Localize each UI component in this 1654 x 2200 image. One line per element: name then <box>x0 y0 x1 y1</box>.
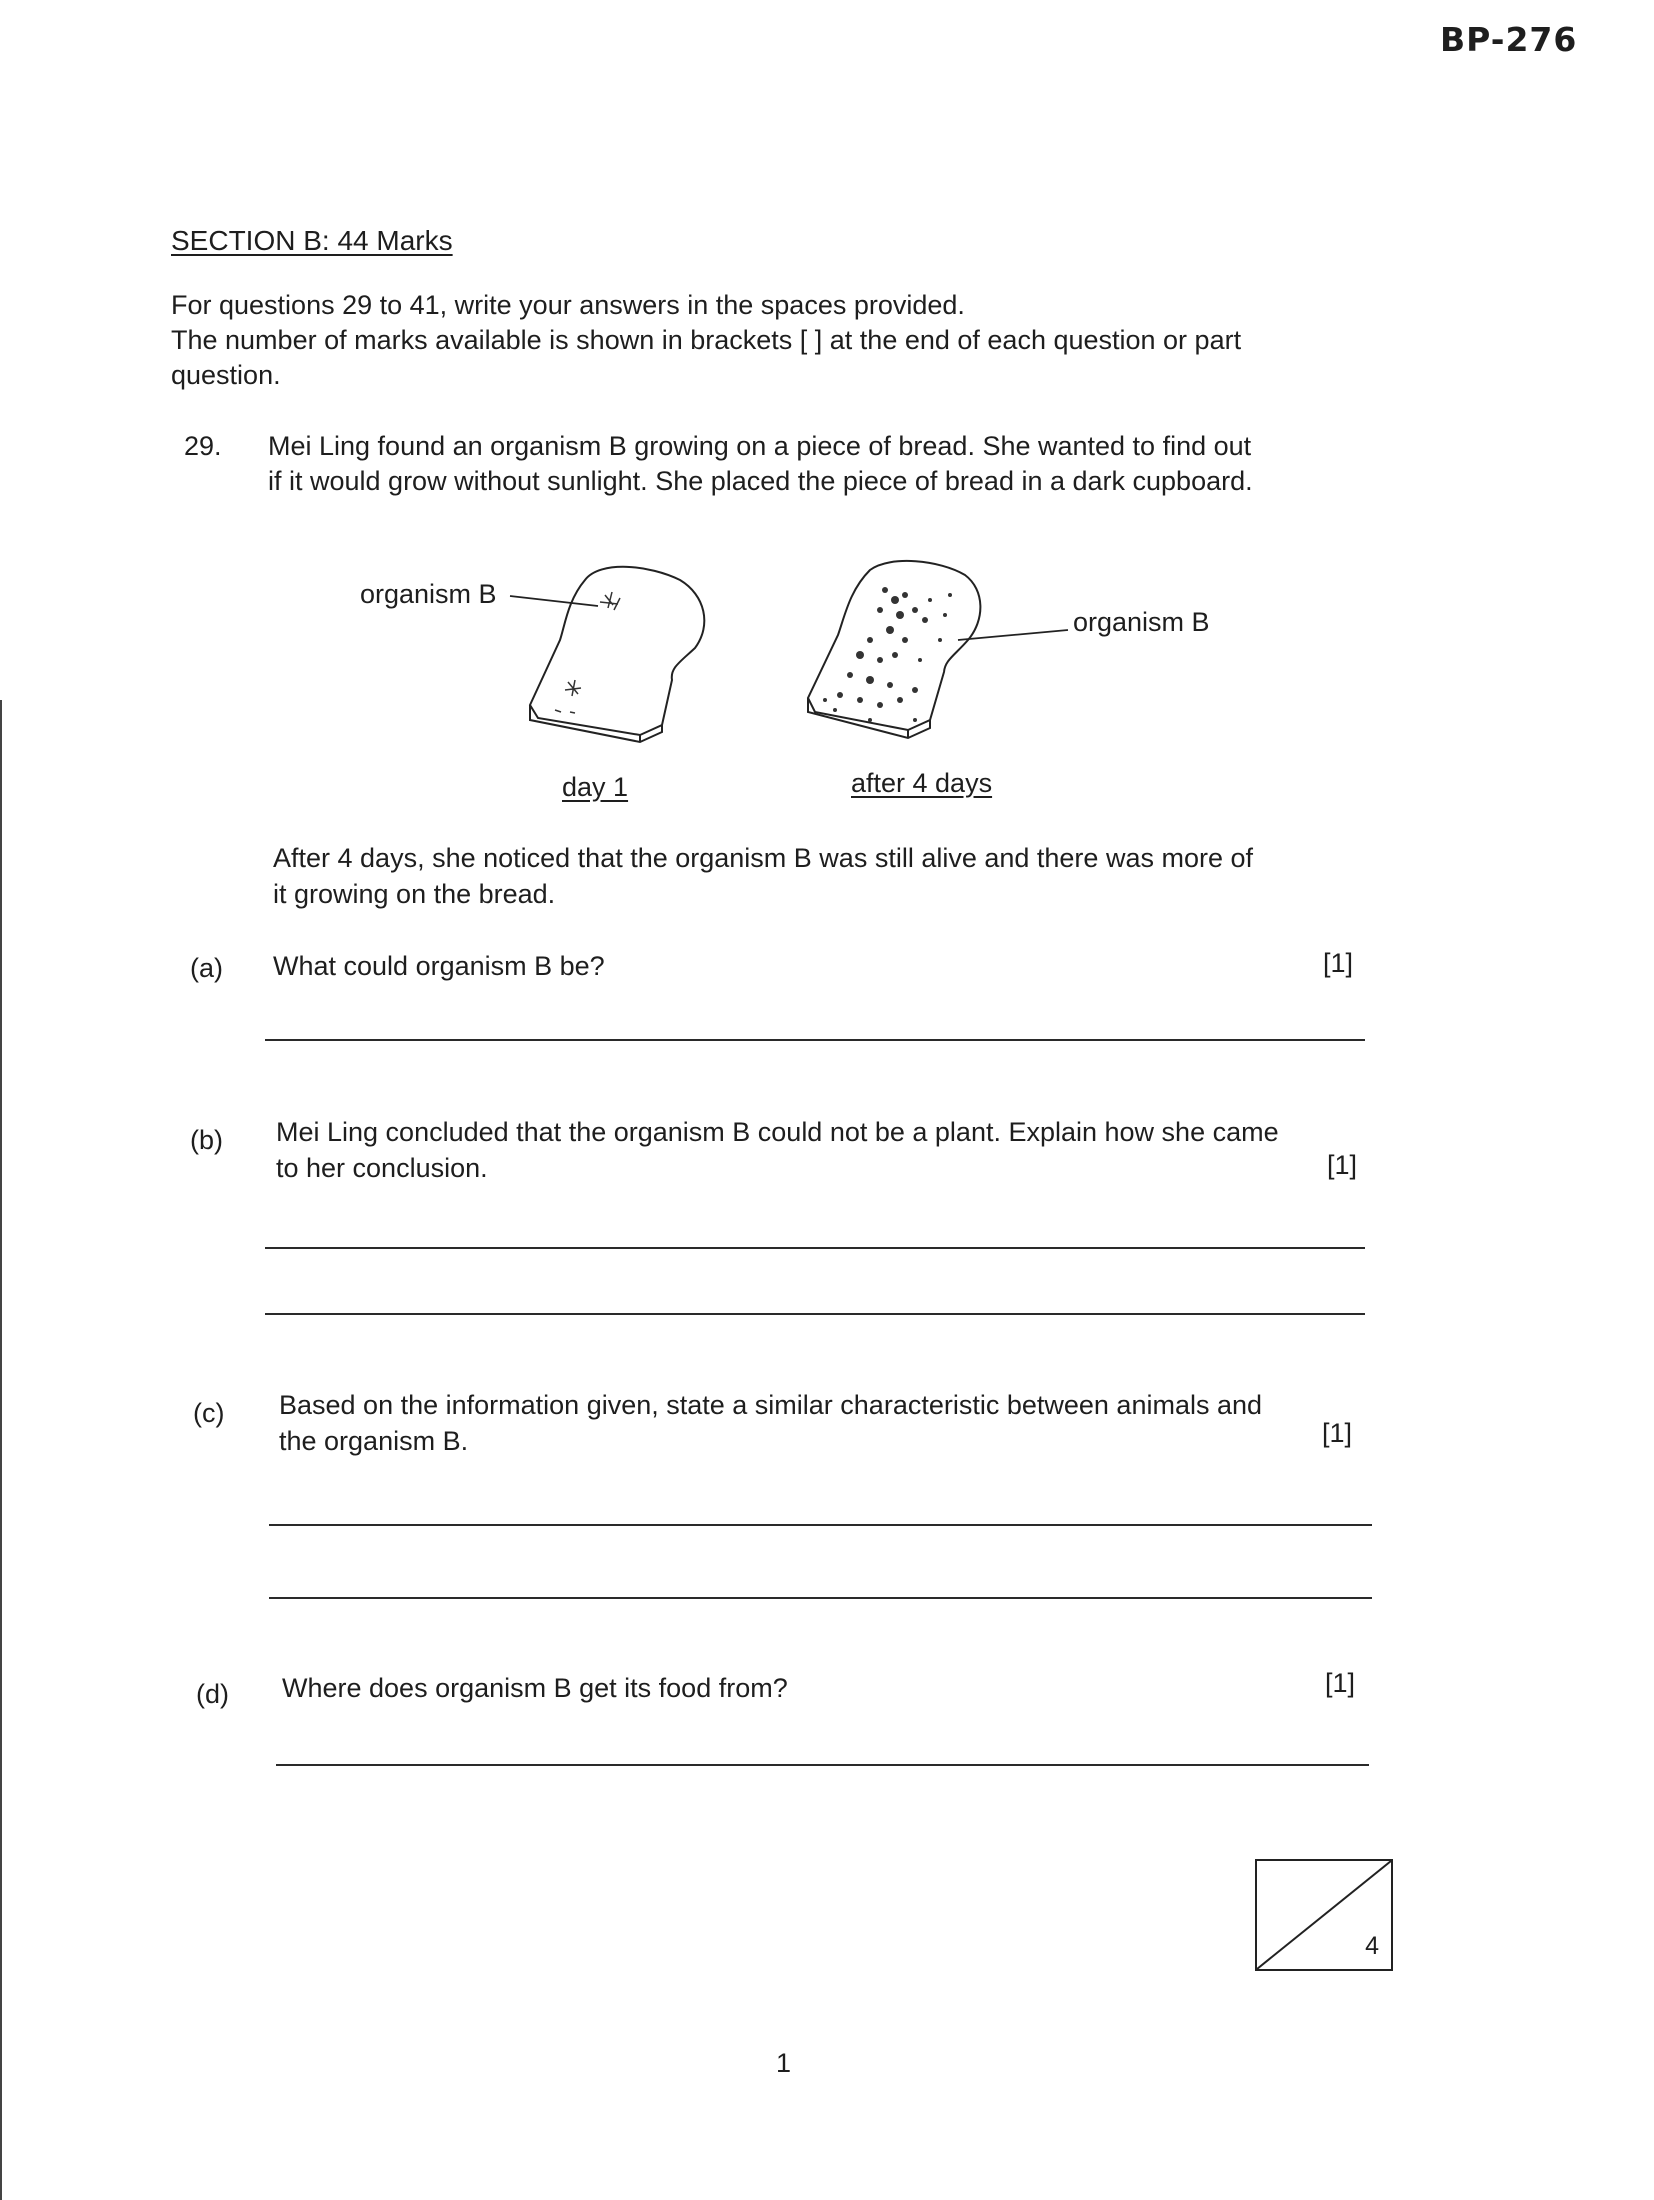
part-label: (a) <box>190 953 223 983</box>
leader-line-left <box>510 596 598 606</box>
part-label: (b) <box>190 1125 223 1155</box>
part-question-line: Mei Ling concluded that the organism B could not be a plant. Explain how she came <box>276 1117 1279 1147</box>
section-heading: SECTION B: 44 Marks <box>171 225 453 256</box>
answer-line[interactable] <box>269 1597 1372 1599</box>
part-question-line: the organism B. <box>279 1426 469 1456</box>
figure-label-left: organism B <box>360 579 497 609</box>
score-max: 4 <box>1365 1932 1379 1960</box>
question-stem-line: if it would grow without sunlight. She placed the piece of bread in a dark cupboard. <box>268 466 1253 496</box>
marks-indicator: [1] <box>1322 1418 1353 1448</box>
instruction-line: question. <box>171 360 281 390</box>
part-label: (d) <box>196 1679 229 1709</box>
leader-line-right <box>958 630 1068 640</box>
question-number: 29. <box>184 431 222 461</box>
part-question-line: What could organism B be? <box>273 951 605 981</box>
figure-caption-right: after 4 days <box>851 768 993 798</box>
marks-indicator: [1] <box>1327 1150 1358 1180</box>
part-question-line: to her conclusion. <box>276 1153 488 1183</box>
answer-line[interactable] <box>265 1313 1365 1315</box>
page-number: 1 <box>776 2048 792 2078</box>
answer-line[interactable] <box>269 1524 1372 1526</box>
observation-line: After 4 days, she noticed that the organism B was still alive and there was more of <box>273 843 1253 873</box>
instruction-line: The number of marks available is shown in brackets [ ] at the end of each question or part <box>171 325 1242 355</box>
answer-line[interactable] <box>265 1039 1365 1041</box>
marks-indicator: [1] <box>1325 1668 1356 1698</box>
document-code: BP-276 <box>1440 20 1578 59</box>
part-question-line: Based on the information given, state a similar characteristic between animals and <box>279 1390 1263 1420</box>
figure-caption-left: day 1 <box>562 772 629 802</box>
bread-day4-drawing <box>808 561 980 738</box>
answer-line[interactable] <box>265 1247 1365 1249</box>
bread-day1-drawing <box>530 567 704 742</box>
part-question-line: Where does organism B get its food from? <box>282 1673 788 1703</box>
instruction-line: For questions 29 to 41, write your answers in the spaces provided. <box>171 290 965 320</box>
marks-indicator: [1] <box>1323 948 1354 978</box>
answer-line[interactable] <box>276 1764 1369 1766</box>
figure-label-right: organism B <box>1073 607 1210 637</box>
mold-colony-day4 <box>823 587 952 722</box>
score-box[interactable] <box>1255 1859 1393 1971</box>
mold-spots-day1 <box>555 592 620 713</box>
question-stem-line: Mei Ling found an organism B growing on a piece of bread. She wanted to find out <box>268 431 1252 461</box>
page-margin-line <box>0 700 2 2200</box>
observation-line: it growing on the bread. <box>273 879 556 909</box>
part-label: (c) <box>193 1398 225 1428</box>
